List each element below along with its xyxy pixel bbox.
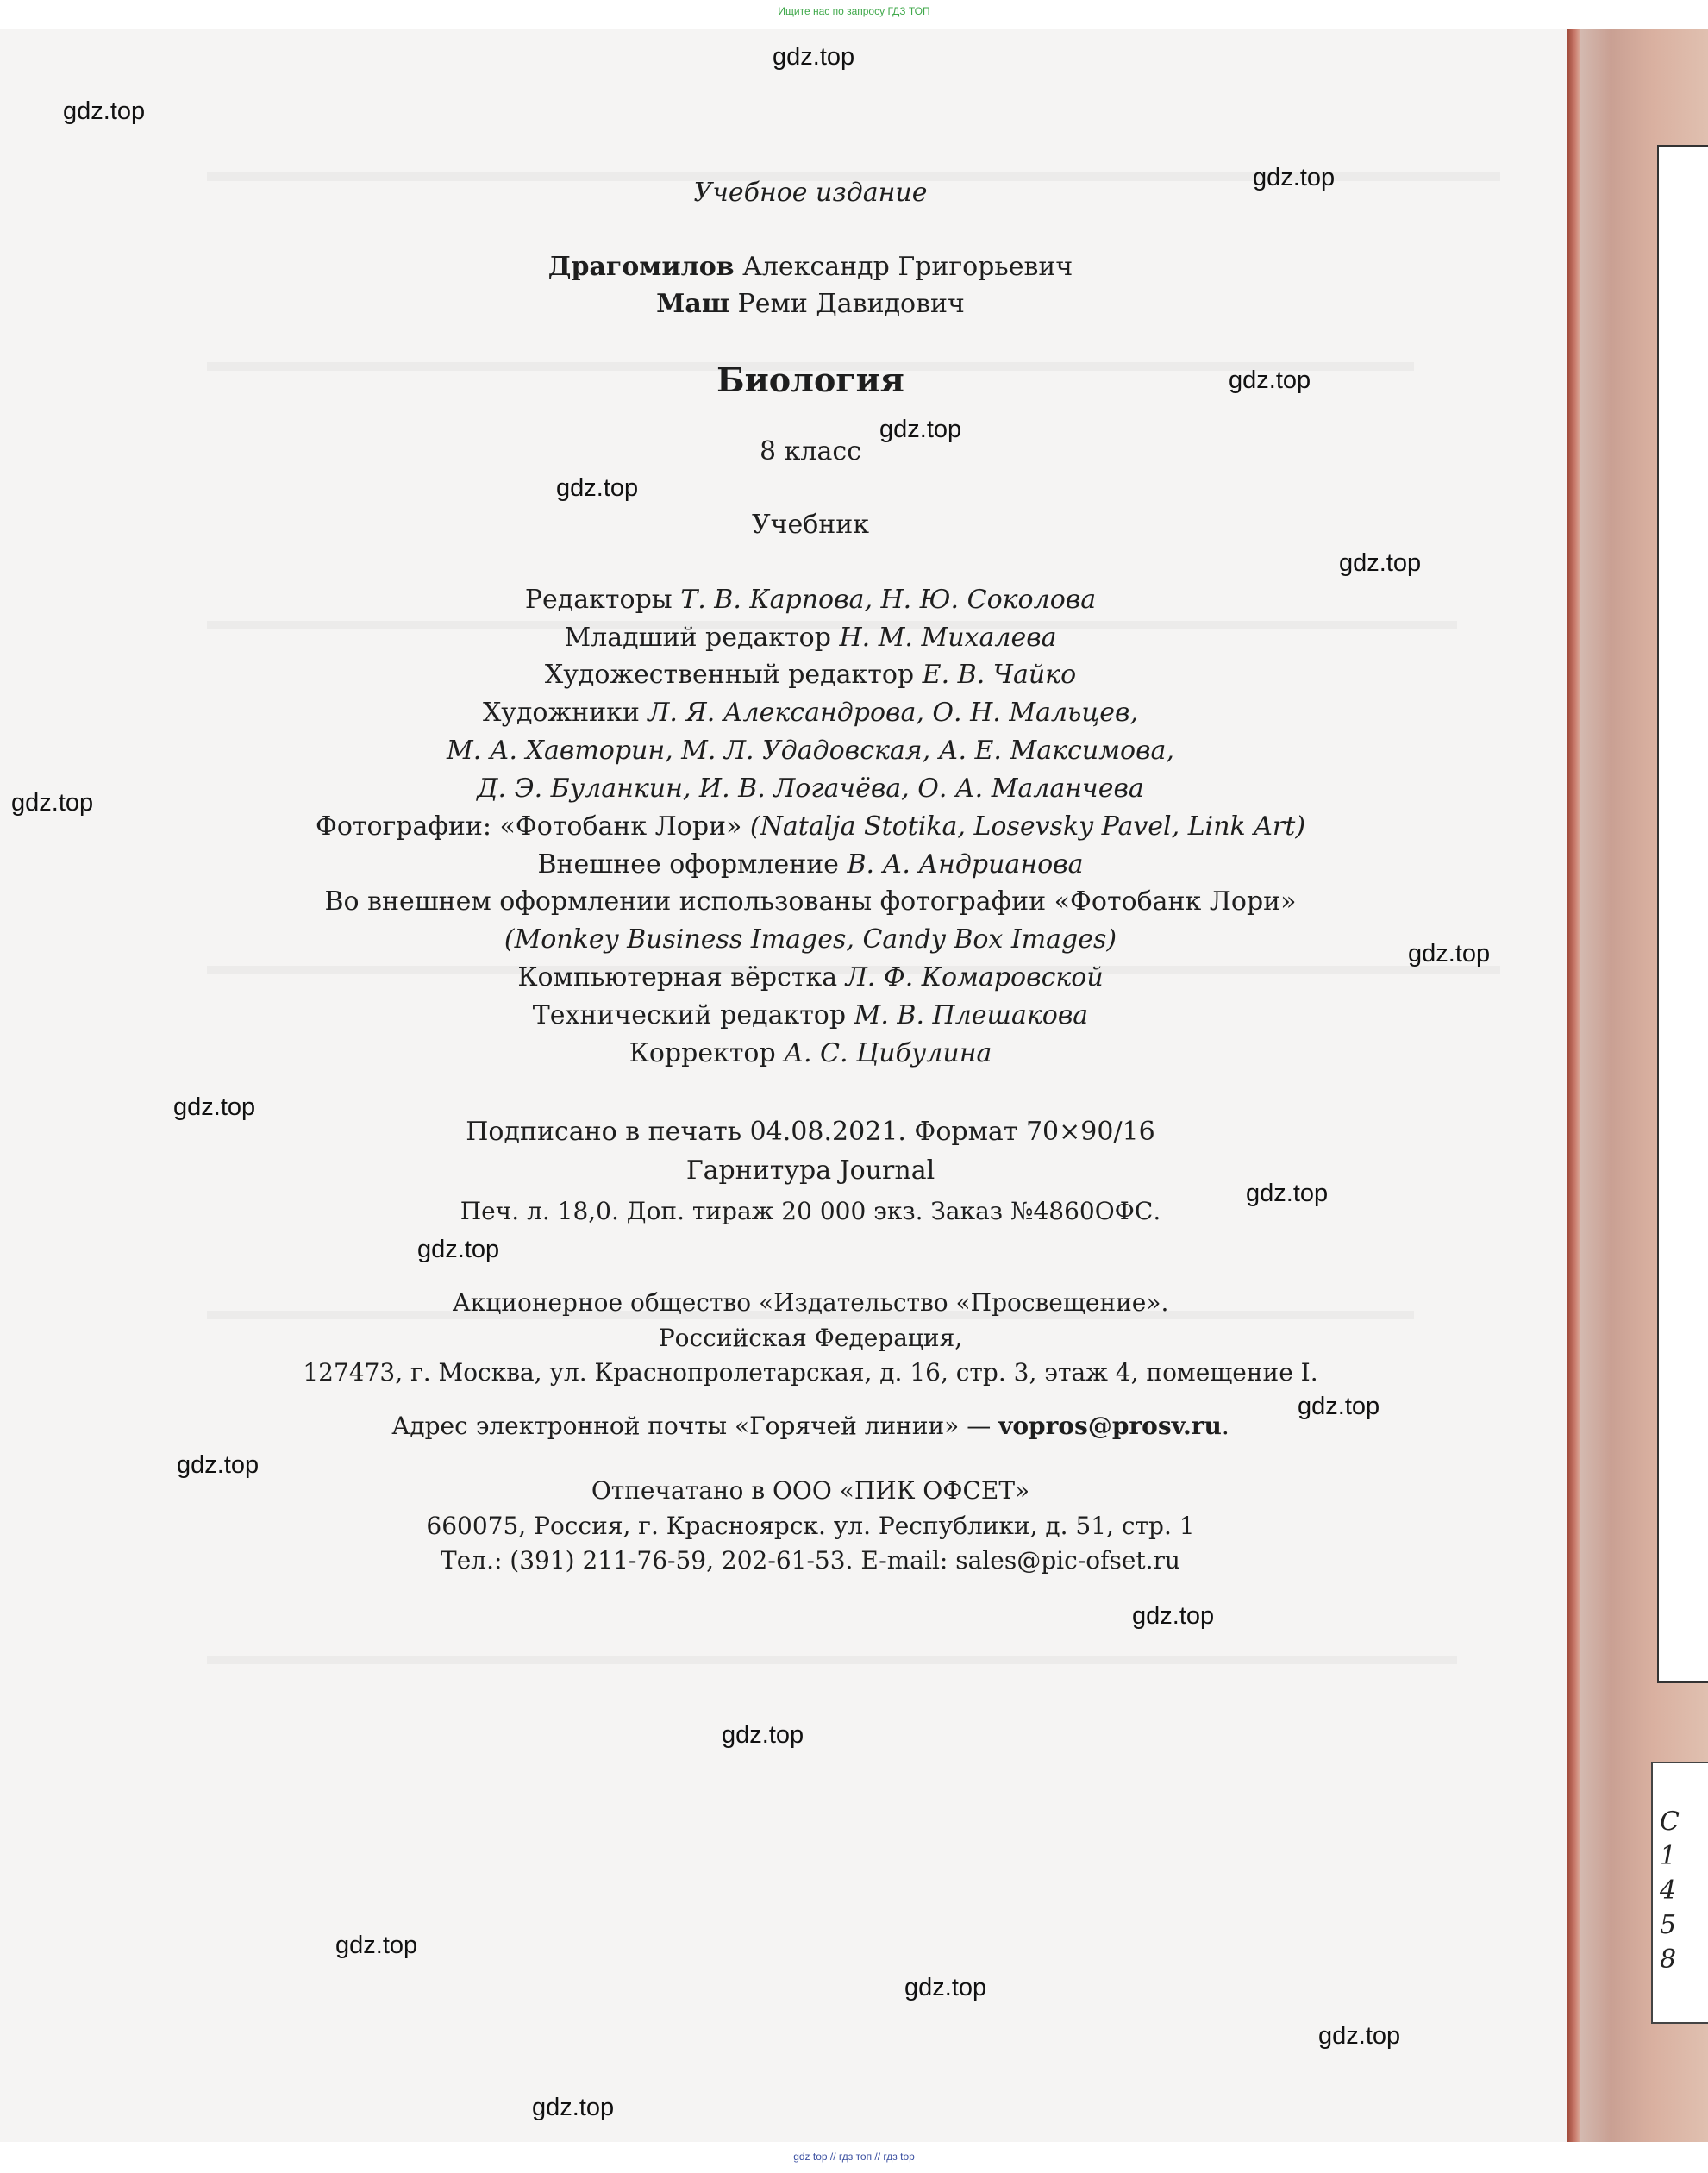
book-spine-edge: [1567, 29, 1580, 2142]
junior-editor-name: Н. М. Михалева: [839, 623, 1057, 653]
watermark: gdz.top: [11, 789, 94, 817]
tech-editor-label: Технический редактор: [532, 1000, 847, 1030]
publisher-country: Российская Федерация,: [658, 1324, 963, 1352]
artists-line-1: Л. Я. Александрова, О. Н. Мальцев,: [648, 698, 1139, 728]
photos-credits: (Natalja Stotika, Losevsky Pavel, Link Art): [749, 811, 1306, 842]
layout-name: Л. Ф. Комаровской: [845, 962, 1104, 993]
printer: Отпечатано в ООО «ПИК ОФСЕТ»: [591, 1476, 1030, 1505]
proofreader: [0, 1038, 1621, 1068]
watermark: gdz.top: [773, 43, 855, 71]
side-card-line: 1: [1660, 1841, 1677, 1871]
author-2: [0, 289, 1621, 319]
watermark: gdz.top: [1318, 2022, 1401, 2050]
layout-label: Компьютерная вёрстка: [517, 962, 838, 993]
watermark: gdz.top: [1132, 1602, 1215, 1630]
artists: [0, 698, 1621, 728]
watermark: gdz.top: [417, 1236, 500, 1263]
grade: 8 класс: [760, 436, 861, 467]
printer-address: 660075, Россия, г. Красноярск. ул. Республики, д. 51, стр. 1: [426, 1512, 1195, 1540]
watermark: gdz.top: [173, 1093, 256, 1121]
footer-link[interactable]: gdz top // гдз топ // гдз top: [793, 2151, 915, 2163]
side-card-line: С: [1660, 1807, 1680, 1837]
art-editor: [0, 660, 1621, 690]
watermark: gdz.top: [335, 1932, 418, 1959]
proofreader-name: А. С. Цибулина: [784, 1038, 992, 1068]
cover-photos-credits: (Monkey Business Images, Candy Box Images): [504, 924, 1117, 955]
watermark: gdz.top: [1229, 366, 1311, 394]
hotline-label: Адрес электронной почты «Горячей линии» —: [391, 1412, 992, 1440]
hotline-end: .: [1221, 1412, 1229, 1440]
author-2-last: Маш: [656, 289, 730, 319]
editors-names: Т. В. Карпова, Н. Ю. Соколова: [680, 585, 1097, 615]
author-1-last: Драгомилов: [547, 252, 735, 282]
author-2-rest: Реми Давидович: [737, 289, 965, 319]
art-editor-name: Е. В. Чайко: [922, 660, 1077, 690]
watermark: gdz.top: [1253, 164, 1336, 191]
side-card-line: 8: [1660, 1944, 1677, 1975]
proofreader-label: Корректор: [629, 1038, 776, 1068]
watermark: gdz.top: [177, 1451, 260, 1479]
tech-editor: [0, 1000, 1621, 1030]
watermark: gdz.top: [1339, 549, 1422, 577]
publisher-address: 127473, г. Москва, ул. Краснопролетарская, д. 16, стр. 3, этаж 4, помещение I.: [303, 1358, 1318, 1387]
author-1: [0, 252, 1621, 282]
watermark: gdz.top: [1408, 940, 1491, 968]
author-1-rest: Александр Григорьевич: [742, 252, 1073, 282]
print-info: Печ. л. 18,0. Доп. тираж 20 000 экз. Заказ №4860ОФС.: [460, 1197, 1161, 1225]
watermark: gdz.top: [532, 2094, 615, 2121]
photos: [0, 811, 1621, 842]
typeface: Гарнитура Journal: [685, 1155, 935, 1186]
watermark: gdz.top: [556, 474, 639, 502]
watermark: gdz.top: [63, 97, 146, 125]
side-card-line: 4: [1660, 1876, 1677, 1906]
junior-editor-label: Младший редактор: [564, 623, 831, 653]
cover-label: Внешнее оформление: [537, 849, 839, 880]
tech-editor-name: М. В. Плешакова: [854, 1000, 1089, 1030]
watermark: gdz.top: [1298, 1393, 1380, 1420]
edition-type: Учебное издание: [693, 178, 928, 208]
printer-contacts: Тел.: (391) 211-76-59, 202-61-53. E-mail: sales@pic-ofset.ru: [441, 1546, 1180, 1575]
side-insert-card: [1657, 145, 1708, 1683]
cover-name: В. А. Андрианова: [847, 849, 1084, 880]
photos-label: Фотографии: «Фотобанк Лори»: [315, 811, 742, 842]
editors: [0, 585, 1621, 615]
book-type: Учебник: [751, 510, 870, 540]
artists-label: Художники: [482, 698, 640, 728]
book-page: [0, 29, 1578, 2142]
watermark: gdz.top: [879, 416, 962, 443]
side-insert-card-text: [1651, 1762, 1708, 2024]
editors-label: Редакторы: [524, 585, 673, 615]
artists-line-3: Д. Э. Буланкин, И. В. Логачёва, О. А. Маланчева: [477, 773, 1144, 804]
layout: [0, 962, 1621, 993]
side-card-line: 5: [1660, 1910, 1677, 1940]
art-editor-label: Художественный редактор: [544, 660, 915, 690]
publisher: Акционерное общество «Издательство «Просвещение».: [452, 1288, 1169, 1317]
artists-line-2: М. А. Хавторин, М. Л. Удадовская, А. Е. Максимова,: [447, 736, 1174, 766]
watermark: gdz.top: [904, 1974, 987, 2001]
watermark: gdz.top: [1246, 1180, 1329, 1207]
hotline-email[interactable]: vopros@prosv.ru: [998, 1412, 1222, 1440]
watermark: gdz.top: [722, 1721, 804, 1749]
signed-to-print: Подписано в печать 04.08.2021. Формат 70×90/16: [466, 1117, 1155, 1147]
junior-editor: [0, 623, 1621, 653]
header-link[interactable]: Ищите нас по запросу ГДЗ ТОП: [778, 5, 930, 17]
cover-design: [0, 849, 1621, 880]
book-title: Биология: [716, 360, 904, 399]
cover-photos-line: Во внешнем оформлении использованы фотографии «Фотобанк Лори»: [324, 886, 1297, 917]
